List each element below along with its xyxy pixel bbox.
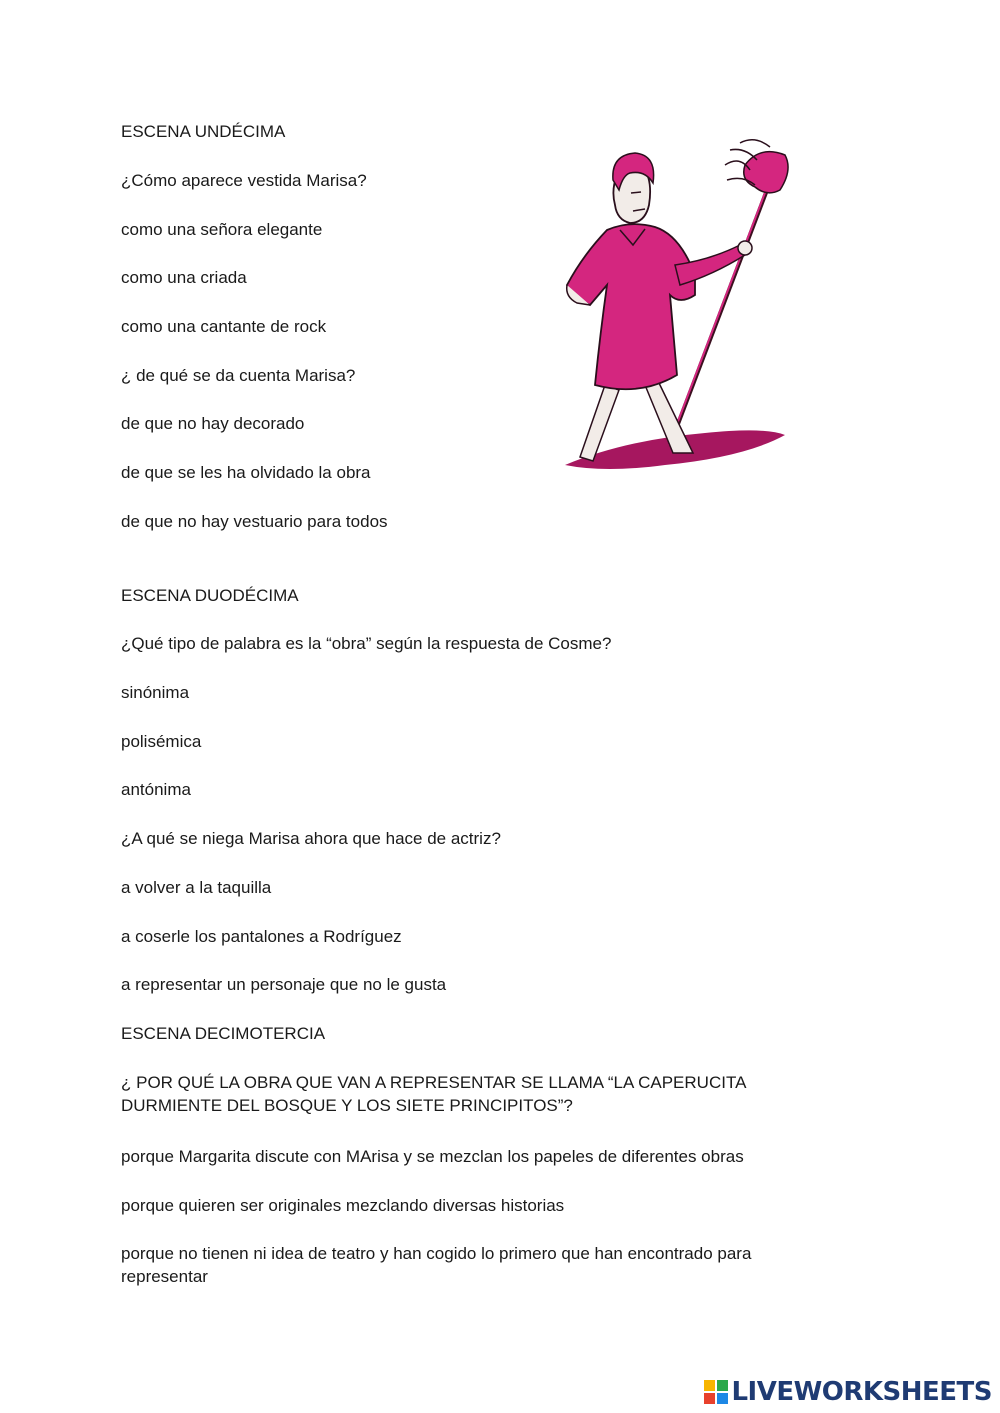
mop-handle-color — [669, 190, 766, 445]
mop-head — [725, 140, 788, 193]
question-se-da-cuenta: ¿ de qué se da cuenta Marisa? — [121, 366, 356, 385]
option-polisemica[interactable]: polisémica — [121, 732, 202, 751]
option-coser-pantalones[interactable]: a coserle los pantalones a Rodríguez — [121, 927, 402, 946]
option-discute-mezclan[interactable]: porque Margarita discute con MArisa y se mezclan los papeles de diferentes obras — [121, 1147, 744, 1166]
brand-text: LIVEWORKSHEETS — [731, 1377, 992, 1407]
option-criada[interactable]: como una criada — [121, 268, 247, 287]
scene-title-undecima: ESCENA UNDÉCIMA — [121, 122, 286, 141]
question-por-que-obra: ¿ POR QUÉ LA OBRA QUE VAN A REPRESENTAR SE LLAMA “LA CAPERUCITA DURMIENTE DEL BOSQUE Y LOS SIETE PRINCIPITOS”? — [121, 1073, 746, 1115]
option-sinonima[interactable]: sinónima — [121, 683, 190, 702]
maid-with-mop-illustration — [545, 135, 800, 480]
eye — [631, 192, 641, 193]
option-senora-elegante[interactable]: como una señora elegante — [121, 220, 323, 239]
liveworksheets-brand[interactable] — [704, 1377, 992, 1407]
option-originales[interactable]: porque quieren ser originales mezclando diversas historias — [121, 1196, 565, 1215]
question-tipo-palabra: ¿Qué tipo de palabra es la “obra” según la respuesta de Cosme? — [121, 634, 612, 653]
option-ni-idea-teatro[interactable]: porque no tienen ni idea de teatro y han cogido lo primero que han encontrado para representar — [121, 1244, 752, 1286]
option-cantante-rock[interactable]: como una cantante de rock — [121, 317, 327, 336]
option-antonima[interactable]: antónima — [121, 780, 191, 799]
option-olvidado-obra[interactable]: de que se les ha olvidado la obra — [121, 463, 371, 482]
option-no-vestuario[interactable]: de que no hay vestuario para todos — [121, 512, 388, 531]
right-hand — [738, 241, 752, 255]
scene-title-duodecima: ESCENA DUODÉCIMA — [121, 586, 299, 605]
option-volver-taquilla[interactable]: a volver a la taquilla — [121, 878, 272, 897]
question-se-niega: ¿A qué se niega Marisa ahora que hace de actriz? — [121, 829, 501, 848]
option-personaje-no-gusta[interactable]: a representar un personaje que no le gusta — [121, 975, 447, 994]
scene-title-decimotercia: ESCENA DECIMOTERCIA — [121, 1024, 326, 1043]
option-no-decorado[interactable]: de que no hay decorado — [121, 414, 305, 433]
liveworksheets-logo-icon — [704, 1380, 728, 1404]
question-vestida: ¿Cómo aparece vestida Marisa? — [121, 171, 367, 190]
pink-dress — [567, 224, 695, 389]
